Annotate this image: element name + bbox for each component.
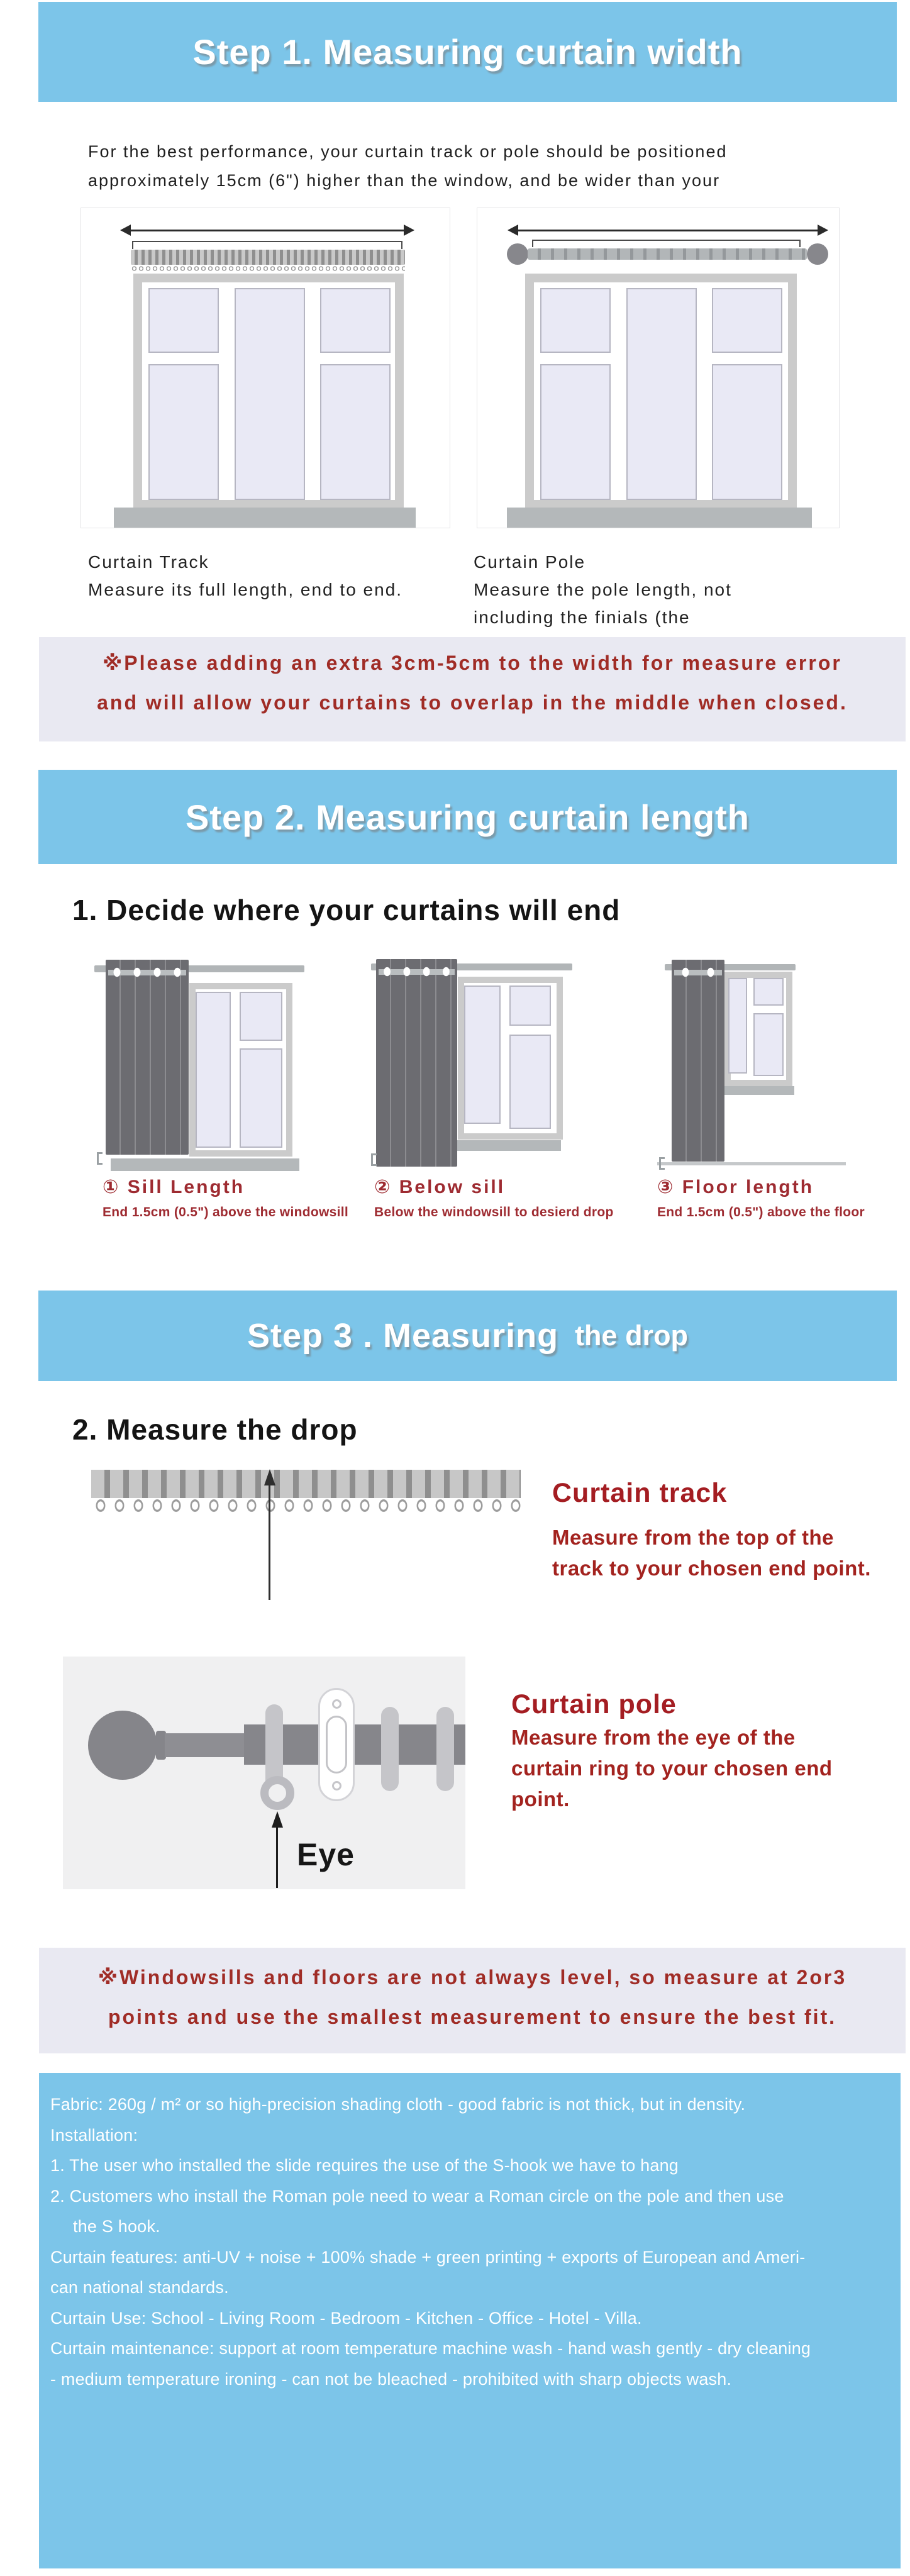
- pole-finial-ball: [88, 1711, 157, 1780]
- pole-instruction-line2: curtain ring to your chosen end: [511, 1757, 833, 1780]
- detail-install-2b: the S hook.: [73, 2217, 160, 2236]
- bracket-screw: [332, 1781, 341, 1790]
- detail-use: Curtain Use: School - Living Room - Bedroom - Kitchen - Office - Hotel - Villa.: [50, 2308, 642, 2328]
- option-floor-length: [657, 1176, 865, 1220]
- pole-instruction-line1: Measure from the eye of the: [511, 1726, 796, 1749]
- detail-features: Curtain features: anti-UV + noise + 100% shade + green printing + exports of European and Ameri-: [50, 2247, 806, 2267]
- window-pane: [540, 288, 611, 353]
- window-pane: [196, 992, 231, 1148]
- window-illustration: [525, 274, 797, 509]
- windowsill: [507, 508, 812, 528]
- window-pane: [320, 288, 391, 353]
- curtain-panel: [106, 960, 189, 1155]
- window-pane: [540, 364, 611, 500]
- measure-point-mark: [97, 1152, 103, 1165]
- curtain-track-window-diagram: [80, 208, 450, 528]
- detail-install-1: 1. The user who installed the slide requires the use of the S-hook we have to hang: [50, 2156, 679, 2175]
- window-pane: [509, 985, 551, 1026]
- measure-up-arrow-icon: [269, 1484, 270, 1600]
- detail-maintenance: Curtain maintenance: support at room temperature machine wash - hand wash gently - dry cleaning: [50, 2339, 811, 2358]
- curtain-track-caption: [88, 548, 402, 604]
- window-illustration: [133, 274, 404, 509]
- curtain-pole-instructions: [511, 1722, 833, 1814]
- curtain-pole-caption-line1: Measure the pole length, not: [474, 580, 732, 599]
- detail-install-2: 2. Customers who install the Roman pole need to wear a Roman circle on the pole and then use: [50, 2186, 784, 2206]
- window-pane: [712, 364, 782, 500]
- bracket-collar: [326, 1716, 347, 1774]
- curtain-track-caption-line: Measure its full length, end to end.: [88, 580, 403, 599]
- window-pane: [626, 288, 697, 500]
- width-note-line1: ※Please adding an extra 3cm-5cm to the width for measure error: [103, 652, 842, 674]
- step3-heading: 2. Measure the drop: [72, 1413, 358, 1446]
- product-details-panel: [39, 2073, 901, 2568]
- step3-banner-title: Step 3 . Measuring: [247, 1317, 559, 1355]
- curtain-track-bar: [91, 1470, 521, 1498]
- window-pane: [148, 288, 219, 353]
- window-pane: [240, 1048, 282, 1148]
- pole-segment: [165, 1733, 245, 1757]
- track-glider-rings: [131, 265, 405, 273]
- option-2-desc: Below the windowsill to desierd drop: [374, 1205, 614, 1219]
- option-1-desc: End 1.5cm (0.5") above the windowsill: [103, 1205, 348, 1219]
- window-pane: [148, 364, 219, 500]
- window-pane: [235, 288, 305, 500]
- window-pane: [240, 992, 282, 1041]
- window-illustration: [458, 977, 563, 1140]
- option-2-label: ② Below sill: [374, 1177, 506, 1197]
- step2-banner-title: Step 2. Measuring curtain length: [185, 797, 750, 837]
- option-below-sill: [374, 1176, 614, 1220]
- curtain-pole-title: Curtain pole: [511, 1689, 677, 1719]
- level-note-line1: ※Windowsills and floors are not always level, so measure at 2or3: [97, 1966, 847, 1989]
- curtain-pole-closeup-diagram: [63, 1657, 465, 1889]
- window-pane: [320, 364, 391, 500]
- curtain-ring-eye: [260, 1776, 294, 1810]
- detail-maintenance-2: - medium temperature ironing - can not be bleached - prohibited with sharp objects wash.: [50, 2369, 732, 2389]
- step3-banner-subtitle: the drop: [575, 1319, 689, 1352]
- level-note-line2: points and use the smallest measurement to ensure the best fit.: [108, 2006, 837, 2028]
- floor-line: [657, 1162, 846, 1165]
- detail-installation: Installation:: [50, 2125, 138, 2145]
- windowsill: [720, 1086, 794, 1095]
- track-glider-rings: [91, 1498, 521, 1514]
- curtain-track-instructions: [552, 1522, 871, 1584]
- curtain-track-title: Curtain track: [552, 1478, 728, 1508]
- width-note-box: [39, 637, 906, 741]
- measure-point-mark: [371, 1153, 377, 1166]
- curtain-pole-caption-title: Curtain Pole: [474, 552, 586, 572]
- window-pane: [464, 985, 501, 1124]
- option-1-label: ① Sill Length: [103, 1177, 245, 1197]
- step1-intro-line1: For the best performance, your curtain track or pole should be positioned: [88, 142, 728, 161]
- window-pane: [728, 978, 747, 1074]
- detail-features-2: can national standards.: [50, 2278, 229, 2297]
- step1-banner-title: Step 1. Measuring curtain width: [192, 32, 743, 72]
- step2-banner: [38, 770, 897, 864]
- below-sill-diagram: [371, 951, 629, 1190]
- track-instruction-line2: track to your chosen end point.: [552, 1557, 871, 1580]
- curtain-pole-caption: [474, 548, 732, 631]
- option-3-label: ③ Floor length: [657, 1177, 814, 1197]
- windowsill: [111, 1158, 299, 1171]
- measure-bracket: [132, 241, 402, 249]
- width-arrow-icon: [518, 230, 818, 231]
- window-illustration: [724, 972, 792, 1086]
- window-illustration: [189, 983, 292, 1157]
- curtain-panel: [376, 959, 457, 1167]
- window-pane: [753, 1013, 784, 1076]
- option-3-desc: End 1.5cm (0.5") above the floor: [657, 1205, 865, 1219]
- step1-intro-paragraph: [88, 137, 727, 195]
- level-note-box: [39, 1948, 906, 2053]
- window-pane: [753, 978, 784, 1006]
- curtain-ring: [381, 1707, 399, 1791]
- pole-finial: [507, 243, 528, 265]
- width-note-line2: and will allow your curtains to overlap in the middle when closed.: [97, 691, 848, 714]
- curtain-panel: [672, 960, 724, 1162]
- window-pane: [509, 1035, 551, 1129]
- width-arrow-icon: [130, 230, 404, 231]
- sill-length-diagram: [94, 951, 352, 1190]
- measure-bracket: [532, 240, 801, 247]
- step2-heading: 1. Decide where your curtains will end: [72, 894, 621, 926]
- curtain-ring: [436, 1707, 454, 1791]
- measure-point-mark: [659, 1157, 665, 1170]
- windowsill: [439, 1140, 561, 1151]
- curtain-pole-caption-line2: including the finials (the: [474, 608, 691, 627]
- curtain-pole-window-diagram: [477, 208, 840, 528]
- detail-fabric: Fabric: 260g / m² or so high-precision shading cloth - good fabric is not thick, but in density.: [50, 2095, 746, 2114]
- step1-banner: [38, 2, 897, 102]
- bracket-screw: [332, 1699, 341, 1709]
- curtain-track-caption-title: Curtain Track: [88, 552, 209, 572]
- step1-intro-line2: approximately 15cm (6") higher than the window, and be wider than your: [88, 171, 721, 190]
- window-pane: [712, 288, 782, 353]
- curtain-track-bar: [131, 250, 405, 265]
- step3-banner: [38, 1291, 897, 1381]
- eye-pointer-arrow-icon: [276, 1826, 278, 1888]
- windowsill: [114, 508, 416, 528]
- track-instruction-line1: Measure from the top of the: [552, 1526, 835, 1549]
- pole-finial: [807, 243, 828, 265]
- eye-label: Eye: [297, 1837, 355, 1872]
- curtain-pole-bar: [528, 248, 807, 260]
- option-sill-length: [103, 1176, 348, 1220]
- floor-length-diagram: [657, 951, 910, 1190]
- pole-instruction-line3: point.: [511, 1787, 570, 1811]
